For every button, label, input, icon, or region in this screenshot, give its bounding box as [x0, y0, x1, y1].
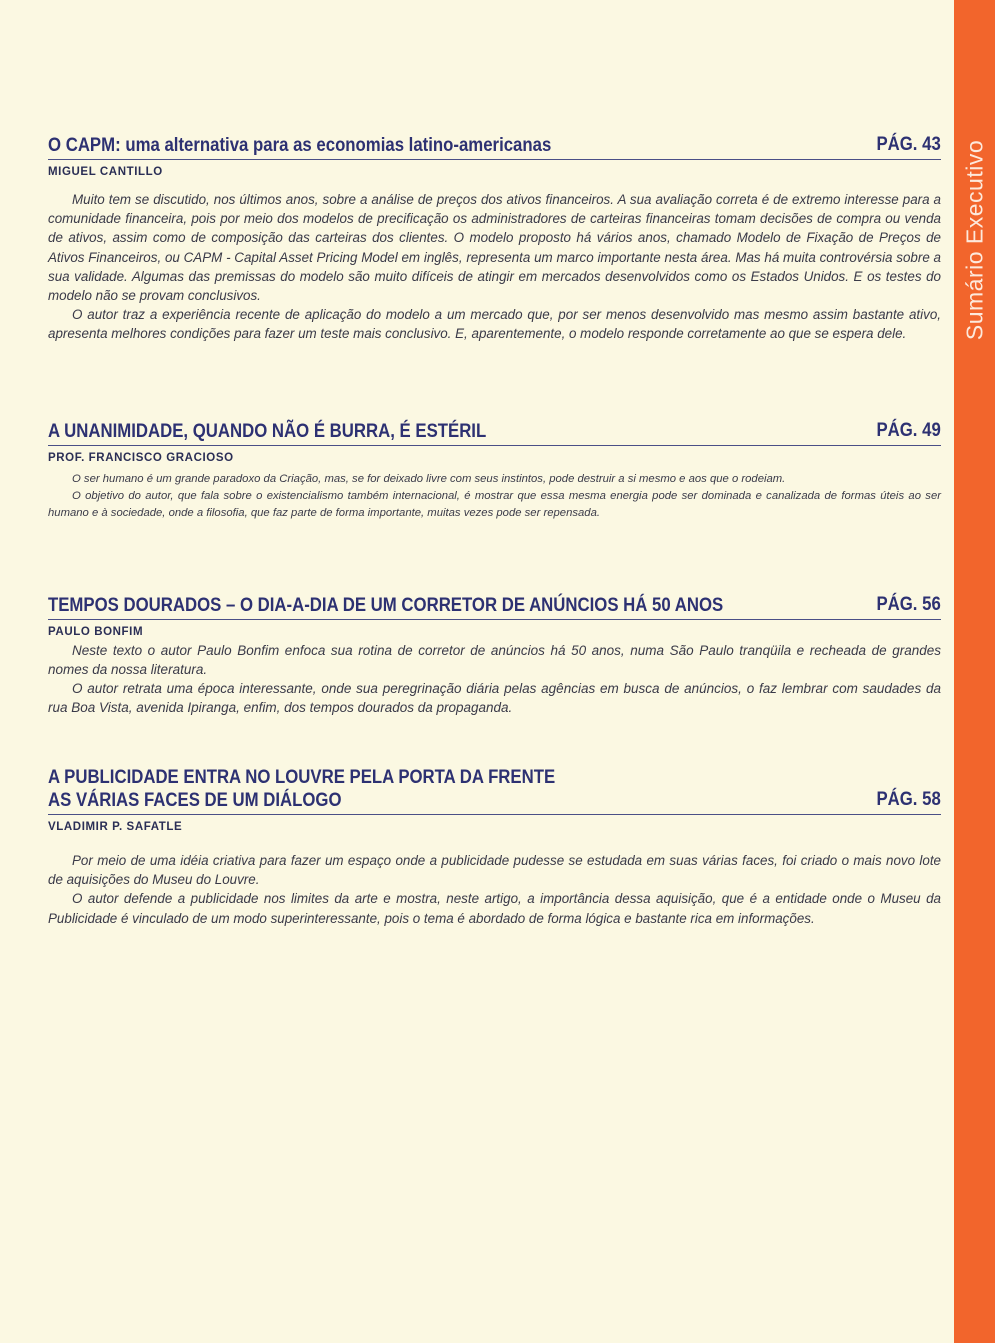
- abstract-paragraph: O autor defende a publicidade nos limites da arte e mostra, neste artigo, a importância dessa aquisição, que é a entidade onde o Museu da Publicidade é vinculado de um modo superinteressante, pois o tema é abordado de forma lógica e bastante rica em informações.: [48, 891, 941, 926]
- section-side-tab: [954, 0, 995, 1343]
- article-louvre: [48, 766, 941, 928]
- article-abstract: [48, 471, 941, 523]
- article-unanimidade: [48, 420, 941, 523]
- article-author: MIGUEL CANTILLO: [48, 166, 163, 178]
- abstract-paragraph: Por meio de uma idéia criativa para fazer um espaço onde a publicidade pudesse se estudada em suas várias faces, foi criado o mais novo lote de aquisições do Museu do Louvre.: [48, 853, 941, 888]
- article-author: VLADIMIR P. SAFATLE: [48, 821, 183, 833]
- abstract-paragraph: O ser humano é um grande paradoxo da Criação, mas, se for deixado livre com seus instintos, pode destruir a si mesmo e aos que o rodeiam.: [72, 473, 786, 485]
- page-reference: PÁG. 49: [876, 419, 941, 441]
- abstract-paragraph: O objetivo do autor, que fala sobre o existencialismo também internacional, é mostrar que essa mesma energia pode ser dominada e canalizada de formas úteis ao ser humano e à sociedade, onde a filosofia, que faz parte de forma importante, muitas vezes pode ser repensada.: [48, 490, 941, 520]
- section-label: Sumário Executivo: [961, 139, 987, 341]
- article-header: [48, 594, 941, 620]
- abstract-paragraph: O autor traz a experiência recente de aplicação do modelo a um mercado que, por ser menos desenvolvido mas mesmo assim bastante ativo, apresenta melhores condições para fazer um teste mais conclusivo. E, aparentemente, o modelo responde corretamente ao que se espera dele.: [48, 307, 941, 342]
- article-header: [48, 766, 941, 815]
- article-author: PROF. FRANCISCO GRACIOSO: [48, 452, 234, 464]
- article-title: TEMPOS DOURADOS – O DIA-A-DIA DE UM CORRETOR DE ANÚNCIOS HÁ 50 ANOS: [48, 594, 724, 616]
- article-tempos-dourados: [48, 594, 941, 717]
- page-reference: PÁG. 43: [876, 133, 941, 155]
- article-title-line-2: AS VÁRIAS FACES DE UM DIÁLOGO: [48, 789, 342, 811]
- abstract-paragraph: Neste texto o autor Paulo Bonfim enfoca sua rotina de corretor de anúncios há 50 anos, numa São Paulo tranqüila e recheada de grandes nomes da nossa literatura.: [48, 643, 941, 677]
- article-title-line-1: A PUBLICIDADE ENTRA NO LOUVRE PELA PORTA DA FRENTE: [48, 766, 556, 788]
- article-author: PAULO BONFIM: [48, 626, 144, 638]
- article-abstract: [48, 851, 941, 928]
- article-header: [48, 420, 941, 446]
- page-reference: PÁG. 56: [876, 593, 941, 615]
- article-title: O CAPM: uma alternativa para as economias latino-americanas: [48, 134, 552, 156]
- article-abstract: [48, 641, 941, 717]
- article-title: A UNANIMIDADE, QUANDO NÃO É BURRA, É ESTÉRIL: [48, 420, 487, 442]
- abstract-paragraph: O autor retrata uma época interessante, onde sua peregrinação diária pelas agências em busca de anúncios, o faz lembrar com saudades da rua Boa Vista, avenida Ipiranga, enfim, dos tempos dourados da propaganda.: [48, 681, 941, 715]
- abstract-paragraph: Muito tem se discutido, nos últimos anos, sobre a análise de preços dos ativos financeiros. A sua avaliação correta é de extremo interesse para a comunidade financeira, pois por meio dos modelos de precificação os administradores de carteiras financeiras tomam decisões de compra ou venda de ativos, assim como de composição das carteiras dos clientes. O modelo proposto há vários anos, chamado Modelo de Fixação de Preços de Ativos Financeiros, ou CAPM - Capital Asset Pricing Model em inglês, representa um marco importante nesta área. Mas há muita controvérsia sobre a sua validade. Algumas das premissas do modelo são muito difíceis de atingir em mercados desenvolvidos como os Estados Unidos. E os testes do modelo não se provam conclusivos.: [48, 192, 941, 304]
- article-header: [48, 134, 941, 160]
- article-capm: [48, 134, 941, 344]
- article-abstract: [48, 190, 941, 344]
- page-reference: PÁG. 58: [876, 788, 941, 810]
